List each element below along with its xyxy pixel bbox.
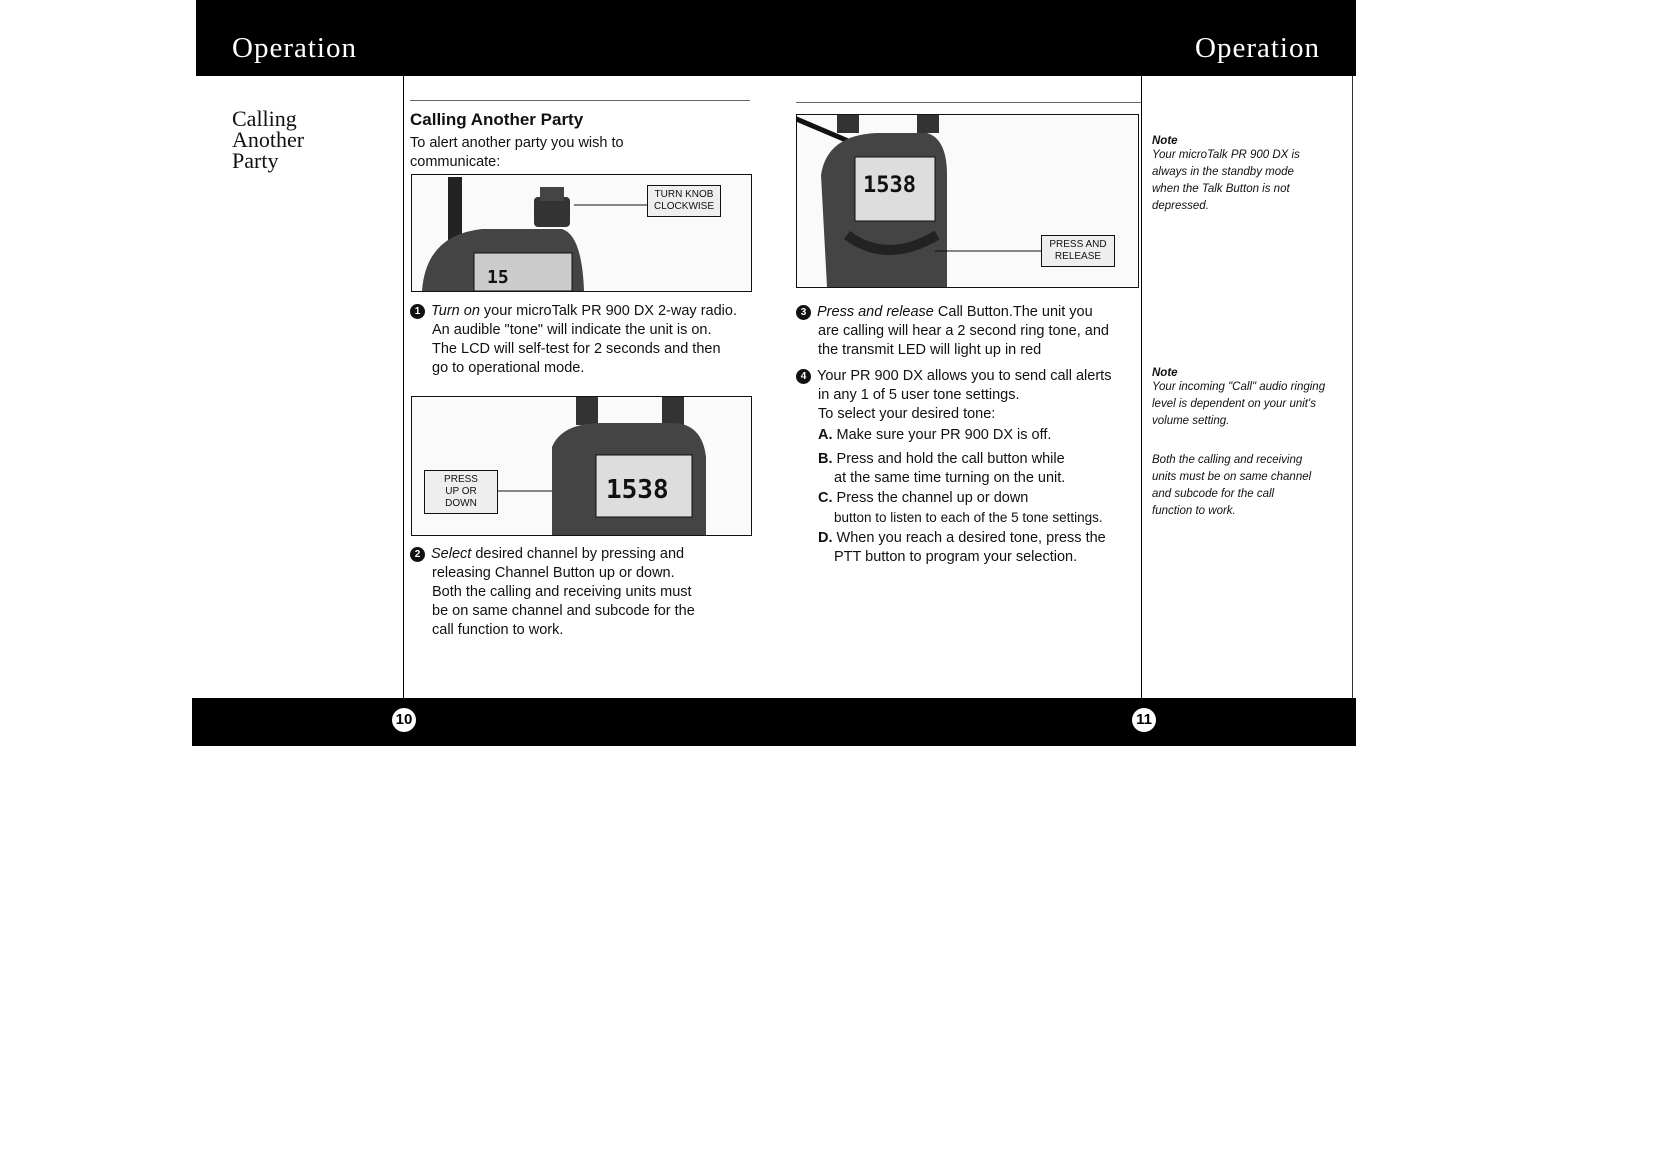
figure-press-release: [796, 114, 1139, 288]
step-number: 4: [796, 369, 811, 384]
note-ringing-level: [1152, 367, 1347, 430]
step-text: Your PR 900 DX allows you to send call alerts: [817, 368, 1112, 384]
note-line: Both the calling and receiving: [1152, 454, 1303, 466]
step-4: [796, 367, 1141, 424]
substep-text: Press and hold the call button while: [832, 451, 1065, 467]
substep-letter: C.: [818, 490, 833, 506]
step-text: call function to work.: [432, 622, 564, 638]
section-title-line: Party: [232, 148, 279, 173]
right-column-rule: [1141, 76, 1142, 698]
top-rule-middle: [796, 102, 1141, 103]
left-page-title: Operation: [232, 32, 357, 64]
footer-bar: [192, 698, 1356, 746]
page-number-left: 10: [392, 708, 416, 732]
substep-text: Make sure your PR 900 DX is off.: [832, 427, 1052, 443]
right-edge-rule: [1352, 76, 1353, 698]
note-line: units must be on same channel: [1152, 471, 1312, 483]
step-text: the transmit LED will light up in red: [818, 342, 1042, 358]
callout-line: CLOCKWISE: [653, 201, 714, 212]
substep-text: When you reach a desired tone, press the: [832, 530, 1106, 546]
section-title-line: Calling: [232, 106, 297, 131]
left-column-rule: [403, 76, 404, 698]
figure-turn-knob: [411, 174, 752, 292]
step-2: [410, 545, 750, 640]
column-heading: Calling Another Party: [410, 110, 584, 129]
radio-front-illustration: [412, 397, 751, 535]
note-line: always in the standby mode: [1152, 166, 1294, 178]
top-rule-left: [410, 100, 750, 101]
note-line: level is dependent on your unit's: [1152, 398, 1316, 410]
substep-text: Press the channel up or down: [832, 490, 1029, 506]
step-lead: Turn on: [431, 303, 480, 319]
step-text: your microTalk PR 900 DX 2-way radio.: [479, 303, 737, 319]
lcd-readout: 1538: [863, 173, 916, 198]
callout-press-release: [1041, 235, 1115, 267]
note-line: volume setting.: [1152, 415, 1230, 427]
note-title: Note: [1152, 367, 1178, 379]
callout-turn-knob: [647, 185, 721, 217]
note-line: function to work.: [1152, 505, 1236, 517]
note-line: Your incoming "Call" audio ringing: [1152, 381, 1326, 393]
substep-text: PTT button to program your selection.: [834, 549, 1078, 565]
note-line: depressed.: [1152, 200, 1209, 212]
figure-press-up-down: [411, 396, 752, 536]
step-number: 3: [796, 305, 811, 320]
step-number: 1: [410, 304, 425, 319]
intro-line: To alert another party you wish to: [410, 135, 624, 151]
callout-line: RELEASE: [1054, 251, 1102, 262]
substep-c: [818, 489, 1158, 527]
step-text: be on same channel and subcode for the: [432, 603, 695, 619]
step-text: To select your desired tone:: [818, 406, 996, 422]
lcd-readout: 15: [487, 267, 509, 288]
right-page-title: Operation: [1195, 32, 1320, 64]
note-title: Note: [1152, 135, 1178, 147]
step-3: [796, 303, 1141, 360]
note-line: and subcode for the call: [1152, 488, 1275, 500]
step-text: are calling will hear a 2 second ring tone, and: [818, 323, 1109, 339]
step-text: Both the calling and receiving units must: [432, 584, 692, 600]
step-text: Call Button.The unit you: [933, 304, 1093, 320]
substep-text: at the same time turning on the unit.: [834, 470, 1066, 486]
substep-a: [818, 426, 1148, 445]
note-standby: [1152, 135, 1347, 215]
step-1: [410, 302, 750, 378]
note-line: Your microTalk PR 900 DX is: [1152, 149, 1300, 161]
note-line: when the Talk Button is not: [1152, 183, 1290, 195]
callout-line: TURN KNOB: [654, 189, 714, 200]
callout-line: UP OR DOWN: [445, 486, 477, 509]
step-text: releasing Channel Button up or down.: [432, 565, 675, 581]
intro-line: communicate:: [410, 154, 501, 170]
step-text: go to operational mode.: [432, 360, 585, 376]
substep-letter: A.: [818, 427, 833, 443]
step-text: desired channel by pressing and: [471, 546, 685, 562]
step-text: The LCD will self-test for 2 seconds and then: [432, 341, 721, 357]
section-title-line: Another: [232, 127, 305, 152]
page-number-right: 11: [1132, 708, 1156, 732]
substep-d: [818, 529, 1148, 567]
intro-text: [410, 134, 730, 172]
substep-b: [818, 450, 1148, 488]
callout-press-up-down: [424, 470, 498, 514]
substep-letter: B.: [818, 451, 833, 467]
step-lead: Select: [431, 546, 472, 562]
section-title: [232, 108, 382, 171]
callout-line: PRESS: [444, 474, 478, 485]
step-lead: Press and release: [817, 304, 934, 320]
header-bar: [196, 0, 1356, 76]
step-text: An audible "tone" will indicate the unit is on.: [432, 322, 712, 338]
callout-line: PRESS AND: [1049, 239, 1107, 250]
lcd-readout: 1538: [606, 475, 669, 505]
substep-text: button to listen to each of the 5 tone settings.: [834, 510, 1103, 525]
note-channel-subcode: [1152, 452, 1347, 520]
substep-letter: D.: [818, 530, 833, 546]
step-text: in any 1 of 5 user tone settings.: [818, 387, 1020, 403]
step-number: 2: [410, 547, 425, 562]
